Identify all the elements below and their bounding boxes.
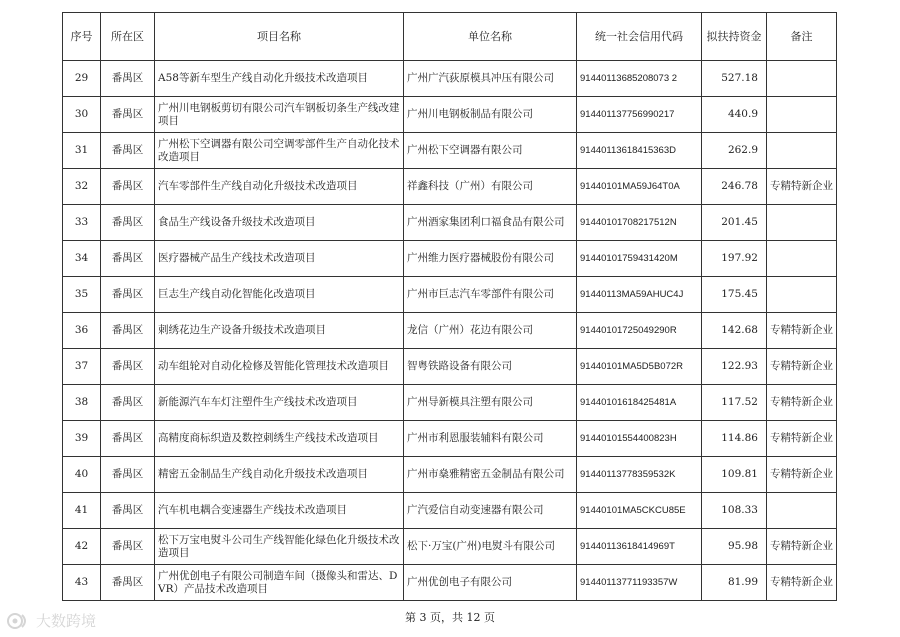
row-project-name: 巨志生产线自动化智能化改造项目 [155, 277, 404, 313]
row-credit-code: 91440101MA5CKCU85E [577, 493, 702, 529]
row-project-name: 高精度商标织造及数控刺绣生产线技术改造项目 [155, 421, 404, 457]
row-unit-name: 广州市巨志汽车零部件有限公司 [404, 277, 577, 313]
row-unit-name: 广州市利恩服装辅料有限公司 [404, 421, 577, 457]
row-number: 36 [63, 313, 101, 349]
row-number: 35 [63, 277, 101, 313]
table-body [63, 61, 837, 601]
row-amount: 114.86 [702, 421, 767, 457]
row-unit-name: 广州市燊雅精密五金制品有限公司 [404, 457, 577, 493]
table-row [63, 241, 837, 277]
watermark-text: 大数跨境 [36, 612, 97, 630]
row-credit-code: 914401137756990217 [577, 97, 702, 133]
row-amount: 246.78 [702, 169, 767, 205]
row-project-name: A58等新车型生产线自动化升级技术改造项目 [155, 61, 404, 97]
row-credit-code: 91440113618415363D [577, 133, 702, 169]
row-note: 专精特新企业 [767, 529, 837, 565]
row-amount: 440.9 [702, 97, 767, 133]
row-number: 29 [63, 61, 101, 97]
header-no: 序号 [63, 13, 101, 61]
row-note [767, 133, 837, 169]
row-project-name: 广州优创电子有限公司制造车间（摄像头和雷达、DVR）产品技术改造项目 [155, 565, 404, 601]
table-row [63, 277, 837, 313]
row-unit-name: 广州川电钢板制品有限公司 [404, 97, 577, 133]
table-row [63, 133, 837, 169]
row-district: 番禺区 [101, 133, 155, 169]
row-unit-name: 广州松下空调器有限公司 [404, 133, 577, 169]
table-header-row [63, 13, 837, 61]
row-note [767, 241, 837, 277]
table-row [63, 313, 837, 349]
row-number: 31 [63, 133, 101, 169]
table-row [63, 61, 837, 97]
table-row [63, 205, 837, 241]
row-amount: 201.45 [702, 205, 767, 241]
row-credit-code: 91440101725049290R [577, 313, 702, 349]
row-number: 32 [63, 169, 101, 205]
table-row [63, 493, 837, 529]
header-amount: 拟扶持资金 [702, 13, 767, 61]
row-credit-code: 91440101MA5D5B072R [577, 349, 702, 385]
row-number: 43 [63, 565, 101, 601]
row-district: 番禺区 [101, 61, 155, 97]
row-project-name: 精密五金制品生产线自动化升级技术改造项目 [155, 457, 404, 493]
header-unit: 单位名称 [404, 13, 577, 61]
table-row [63, 529, 837, 565]
row-district: 番禺区 [101, 493, 155, 529]
row-note: 专精特新企业 [767, 385, 837, 421]
row-note: 专精特新企业 [767, 349, 837, 385]
row-amount: 197.92 [702, 241, 767, 277]
header-district: 所在区 [101, 13, 155, 61]
row-credit-code: 91440113MA59AHUC4J [577, 277, 702, 313]
table-row [63, 385, 837, 421]
row-credit-code: 91440113618414969T [577, 529, 702, 565]
row-number: 42 [63, 529, 101, 565]
brand-logo-icon [6, 612, 32, 630]
row-district: 番禺区 [101, 565, 155, 601]
row-note: 专精特新企业 [767, 313, 837, 349]
row-unit-name: 松下·万宝(广州)电熨斗有限公司 [404, 529, 577, 565]
row-credit-code: 91440113685208073 2 [577, 61, 702, 97]
row-unit-name: 广州维力医疗器械股份有限公司 [404, 241, 577, 277]
row-unit-name: 广州广汽荻原模具冲压有限公司 [404, 61, 577, 97]
row-unit-name: 智粤铁路设备有限公司 [404, 349, 577, 385]
watermark [6, 610, 96, 631]
row-project-name: 汽车零部件生产线自动化升级技术改造项目 [155, 169, 404, 205]
row-amount: 175.45 [702, 277, 767, 313]
row-note: 专精特新企业 [767, 457, 837, 493]
row-note: 专精特新企业 [767, 565, 837, 601]
header-note: 备注 [767, 13, 837, 61]
row-unit-name: 祥鑫科技（广州）有限公司 [404, 169, 577, 205]
row-credit-code: 91440113771193357W [577, 565, 702, 601]
row-project-name: 广州川电钢板剪切有限公司汽车钢板切条生产线改建项目 [155, 97, 404, 133]
row-amount: 117.52 [702, 385, 767, 421]
row-note [767, 97, 837, 133]
page-number: 第 3 页，共 12 页 [405, 611, 495, 624]
row-unit-name: 龙信（广州）花边有限公司 [404, 313, 577, 349]
header-credit-code: 统一社会信用代码 [577, 13, 702, 61]
row-district: 番禺区 [101, 313, 155, 349]
table-row [63, 349, 837, 385]
row-amount: 109.81 [702, 457, 767, 493]
row-number: 30 [63, 97, 101, 133]
row-district: 番禺区 [101, 421, 155, 457]
row-unit-name: 广州优创电子有限公司 [404, 565, 577, 601]
row-unit-name: 广州酒家集团利口福食品有限公司 [404, 205, 577, 241]
table-row [63, 421, 837, 457]
row-district: 番禺区 [101, 529, 155, 565]
row-credit-code: 91440101759431420M [577, 241, 702, 277]
row-credit-code: 91440113778359532K [577, 457, 702, 493]
row-credit-code: 91440101MA59J64T0A [577, 169, 702, 205]
row-project-name: 动车组轮对自动化检修及智能化管理技术改造项目 [155, 349, 404, 385]
table-row [63, 169, 837, 205]
funding-table-sheet [62, 12, 836, 601]
row-number: 39 [63, 421, 101, 457]
row-note: 专精特新企业 [767, 169, 837, 205]
row-number: 40 [63, 457, 101, 493]
row-credit-code: 91440101708217512N [577, 205, 702, 241]
row-number: 33 [63, 205, 101, 241]
row-amount: 262.9 [702, 133, 767, 169]
row-district: 番禺区 [101, 241, 155, 277]
row-credit-code: 91440101618425481A [577, 385, 702, 421]
row-amount: 95.98 [702, 529, 767, 565]
row-district: 番禺区 [101, 349, 155, 385]
row-project-name: 汽车机电耦合变速器生产线技术改造项目 [155, 493, 404, 529]
row-project-name: 广州松下空调器有限公司空调零部件生产自动化技术改造项目 [155, 133, 404, 169]
row-district: 番禺区 [101, 205, 155, 241]
row-unit-name: 广州导新模具注塑有限公司 [404, 385, 577, 421]
row-amount: 108.33 [702, 493, 767, 529]
row-district: 番禺区 [101, 97, 155, 133]
row-number: 41 [63, 493, 101, 529]
row-project-name: 刺绣花边生产设备升级技术改造项目 [155, 313, 404, 349]
row-district: 番禺区 [101, 169, 155, 205]
row-note [767, 493, 837, 529]
row-number: 34 [63, 241, 101, 277]
row-amount: 142.68 [702, 313, 767, 349]
row-amount: 81.99 [702, 565, 767, 601]
row-district: 番禺区 [101, 385, 155, 421]
table-row [63, 565, 837, 601]
row-note [767, 61, 837, 97]
table-row [63, 97, 837, 133]
row-unit-name: 广汽爱信自动变速器有限公司 [404, 493, 577, 529]
row-project-name: 新能源汽车车灯注塑件生产线技术改造项目 [155, 385, 404, 421]
row-project-name: 松下万宝电熨斗公司生产线智能化绿色化升级技术改造项目 [155, 529, 404, 565]
header-project: 项目名称 [155, 13, 404, 61]
row-district: 番禺区 [101, 277, 155, 313]
row-amount: 527.18 [702, 61, 767, 97]
row-note [767, 205, 837, 241]
funding-table [62, 12, 837, 601]
row-number: 38 [63, 385, 101, 421]
row-project-name: 医疗器械产品生产线技术改造项目 [155, 241, 404, 277]
row-note [767, 277, 837, 313]
row-note: 专精特新企业 [767, 421, 837, 457]
row-amount: 122.93 [702, 349, 767, 385]
row-number: 37 [63, 349, 101, 385]
row-district: 番禺区 [101, 457, 155, 493]
table-row [63, 457, 837, 493]
row-credit-code: 91440101554400823H [577, 421, 702, 457]
row-project-name: 食品生产线设备升级技术改造项目 [155, 205, 404, 241]
